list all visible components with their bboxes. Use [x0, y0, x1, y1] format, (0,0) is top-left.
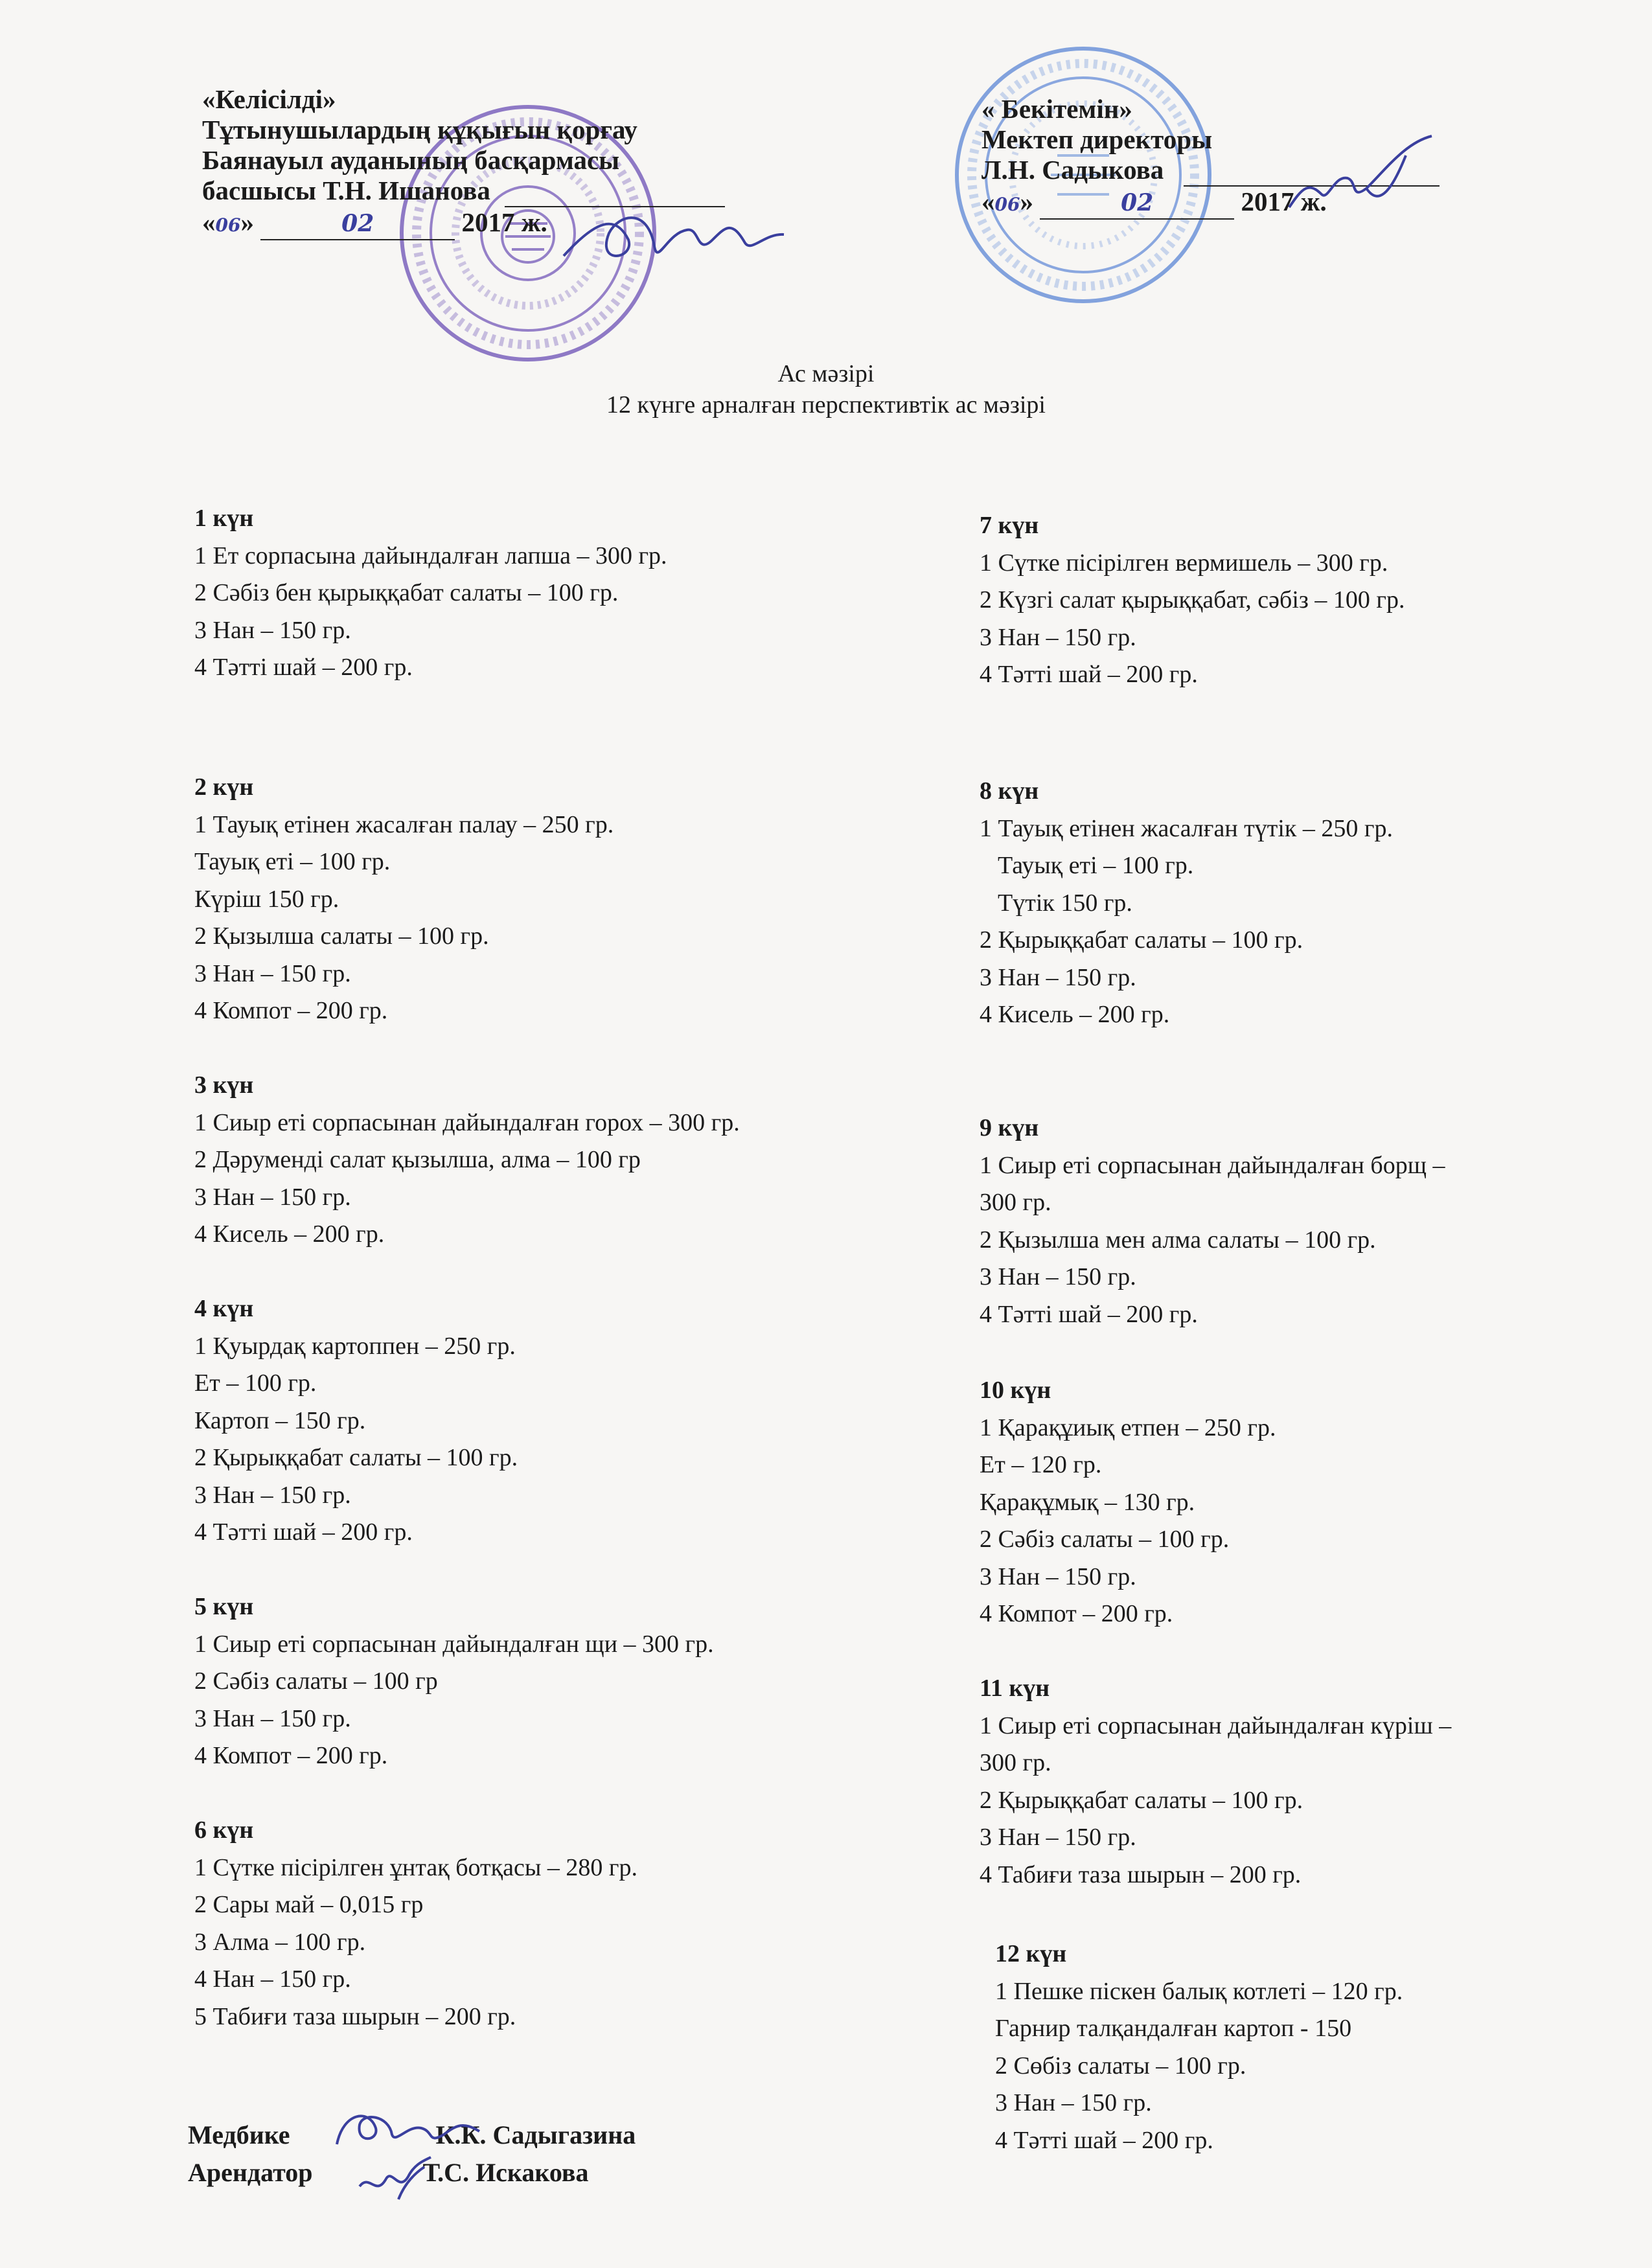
menu-item: 300 гр. — [980, 1189, 1051, 1216]
menu-column-left — [194, 500, 939, 2035]
day-block — [194, 1812, 939, 2035]
menu-item: 4 Тәтті шай – 200 гр. — [194, 654, 413, 681]
approval-left-title: «Келісілді» — [202, 84, 336, 114]
menu-item: 2 Сары май – 0,015 гр — [194, 1891, 424, 1918]
day-title: 4 күн — [194, 1295, 254, 1322]
approval-left-date-month: 02 — [341, 210, 374, 237]
menu-item: 4 Табиғи таза шырын – 200 гр. — [980, 1861, 1302, 1888]
menu-item: 4 Компот – 200 гр. — [194, 1742, 388, 1769]
menu-item: 4 Компот – 200 гр. — [194, 997, 388, 1024]
menu-column-right — [980, 507, 1627, 2159]
menu-item: 2 Сәбіз салаты – 100 гр — [194, 1667, 438, 1695]
menu-item: 3 Нан – 150 гр. — [980, 623, 1136, 651]
day-title: 3 күн — [194, 1071, 254, 1099]
menu-item: 3 Нан – 150 гр. — [980, 1263, 1136, 1290]
signature-right — [1283, 130, 1451, 227]
menu-item: 3 Нан – 150 гр. — [194, 959, 351, 987]
menu-item: 2 Қырыққабат салаты – 100 гр. — [194, 1444, 518, 1471]
menu-item: 4 Кисель – 200 гр. — [194, 1220, 385, 1248]
menu-item: 2 Қырыққабат салаты – 100 гр. — [980, 926, 1303, 954]
tenant-role: Арендатор — [188, 2158, 313, 2187]
approval-right-date-month: 02 — [1121, 189, 1154, 216]
menu-item: Түтік 150 гр. — [998, 889, 1132, 917]
nurse-role: Медбике — [188, 2120, 290, 2149]
menu-item: 1 Тауық етінен жасалған түтік – 250 гр. — [980, 814, 1393, 842]
menu-item: 3 Нан – 150 гр. — [194, 1481, 351, 1509]
day-title: 5 күн — [194, 1593, 254, 1620]
menu-item: 3 Нан – 150 гр. — [194, 1183, 351, 1211]
menu-item: 4 Кисель – 200 гр. — [980, 1001, 1170, 1028]
menu-item: 4 Тәтті шай – 200 гр. — [995, 2126, 1213, 2154]
menu-item: 4 Тәтті шай – 200 гр. — [980, 661, 1198, 688]
day-title: 7 күн — [980, 512, 1039, 539]
menu-item: 3 Нан – 150 гр. — [194, 1704, 351, 1732]
menu-item: 1 Қарақұиық етпен – 250 гр. — [980, 1414, 1276, 1441]
day-block — [194, 1067, 939, 1290]
menu-item: Ет – 100 гр. — [194, 1369, 317, 1397]
menu-item: 1 Пешке піскен балық котлеті – 120 гр. — [995, 1977, 1403, 2005]
menu-item: 2 Сөбіз салаты – 100 гр. — [995, 2052, 1246, 2079]
day-title: 2 күн — [194, 773, 254, 801]
day-block — [194, 1588, 939, 1812]
menu-item: 4 Тәтті шай – 200 гр. — [194, 1518, 413, 1546]
menu-item: 1 Тауық етінен жасалған палау – 250 гр. — [194, 810, 614, 838]
menu-item: 1 Сиыр еті сорпасынан дайындалған борщ – — [980, 1151, 1445, 1179]
menu-item: 1 Сиыр еті сорпасынан дайындалған күріш – — [980, 1712, 1452, 1739]
day-title: 8 күн — [980, 777, 1039, 805]
menu-item: 300 гр. — [980, 1749, 1051, 1776]
menu-item: 2 Күзгі салат қырыққабат, сәбіз – 100 гр. — [980, 586, 1405, 613]
approval-left-date: «06» 02 2017 ж. — [202, 207, 725, 240]
day-block — [194, 500, 939, 769]
menu-item: 1 Сиыр еті сорпасынан дайындалған щи – 300 гр. — [194, 1630, 714, 1658]
approval-left-org: Тұтынушылардың құқығын қорғау — [202, 115, 637, 144]
day-block — [980, 773, 1627, 1110]
day-block — [194, 1290, 939, 1588]
menu-item: Гарнир талқандалған картоп - 150 — [995, 2015, 1352, 2042]
menu-subtitle: 12 күнге арналған перспективтік ас мәзірі — [606, 391, 1046, 418]
approval-left-date-year: 2017 ж. — [461, 207, 547, 237]
menu-item: 2 Сәбіз салаты – 100 гр. — [980, 1526, 1230, 1553]
day-title: 6 күн — [194, 1816, 254, 1844]
day-title: 11 күн — [980, 1675, 1050, 1702]
day-block — [980, 1110, 1627, 1372]
menu-item: 3 Нан – 150 гр. — [980, 1824, 1136, 1851]
approval-right-date-month-line — [1040, 187, 1234, 220]
menu-item: 5 Табиғи таза шырын – 200 гр. — [194, 2002, 516, 2030]
approval-right-date-day: 06 — [994, 194, 1020, 215]
approval-right-date: «06» 02 2017 ж. — [981, 187, 1440, 220]
menu-item: 2 Қызылша салаты – 100 гр. — [194, 922, 489, 950]
day-title: 12 күн — [995, 1940, 1067, 1967]
day-block — [980, 507, 1627, 773]
menu-item: 4 Тәтті шай – 200 гр. — [980, 1300, 1198, 1328]
nurse-name: К.К. Садыгазина — [435, 2120, 636, 2149]
menu-title: Ас мәзірі — [777, 360, 875, 387]
menu-item: 3 Нан – 150 гр. — [980, 963, 1136, 991]
signature-left — [557, 194, 790, 285]
menu-item: 4 Нан – 150 гр. — [194, 1965, 351, 1993]
day-block — [980, 1372, 1627, 1670]
menu-item: 3 Алма – 100 гр. — [194, 1928, 366, 1956]
menu-item: 2 Сәбіз бен қырыққабат салаты – 100 гр. — [194, 579, 619, 606]
menu-item: Күріш 150 гр. — [194, 885, 339, 913]
day-title: 10 күн — [980, 1377, 1051, 1404]
menu-item: 1 Сүтке пісірілген вермишель – 300 гр. — [980, 549, 1388, 577]
approval-right-title: « Бекітемін» — [981, 94, 1132, 124]
menu-item: 1 Сиыр еті сорпасынан дайындалған горох – 300 гр. — [194, 1108, 740, 1136]
menu-item: 2 Дәруменді салат қызылша, алма – 100 гр — [194, 1146, 641, 1173]
menu-item: 1 Сүтке пісірілген ұнтақ ботқасы – 280 гр. — [194, 1853, 637, 1881]
menu-item: Картоп – 150 гр. — [194, 1406, 366, 1434]
day-title: 1 күн — [194, 505, 254, 532]
menu-item: 1 Ет сорпасына дайындалған лапша – 300 гр. — [194, 542, 667, 569]
day-block — [980, 1936, 1627, 2159]
menu-item: 3 Нан – 150 гр. — [995, 2089, 1152, 2116]
page-title — [0, 358, 1652, 420]
approval-right-position: Мектеп директоры — [981, 124, 1213, 154]
menu-item: 3 Нан – 150 гр. — [980, 1563, 1136, 1590]
approval-right-date-year: 2017 ж. — [1241, 187, 1327, 216]
menu-item: Қарақұмық – 130 гр. — [980, 1488, 1195, 1516]
approval-left-date-month-line — [260, 207, 455, 240]
day-block — [980, 1670, 1627, 1936]
approval-left-date-day: 06 — [215, 214, 241, 236]
menu-item: 4 Компот – 200 гр. — [980, 1600, 1173, 1627]
menu-item: 1 Қуырдақ картоппен – 250 гр. — [194, 1332, 516, 1360]
approval-left-head-name: басшысы Т.Н. Ишанова — [202, 176, 490, 205]
menu-item: Тауық еті – 100 гр. — [998, 852, 1194, 879]
menu-item: 3 Нан – 150 гр. — [194, 616, 351, 644]
menu-item: 2 Қырыққабат салаты – 100 гр. — [980, 1786, 1303, 1814]
menu-item: Ет – 120 гр. — [980, 1451, 1102, 1478]
menu-item: 2 Қызылша мен алма салаты – 100 гр. — [980, 1226, 1376, 1254]
approval-right-head-name: Л.Н. Садыкова — [981, 155, 1164, 185]
approval-left-dept: Баянауыл ауданының басқармасы — [202, 145, 620, 175]
tenant-name: Т.С. Искакова — [422, 2158, 589, 2187]
signature-tenant — [353, 2148, 444, 2206]
day-block — [194, 769, 939, 1067]
menu-item: Тауық еті – 100 гр. — [194, 848, 391, 875]
day-title: 9 күн — [980, 1114, 1039, 1141]
